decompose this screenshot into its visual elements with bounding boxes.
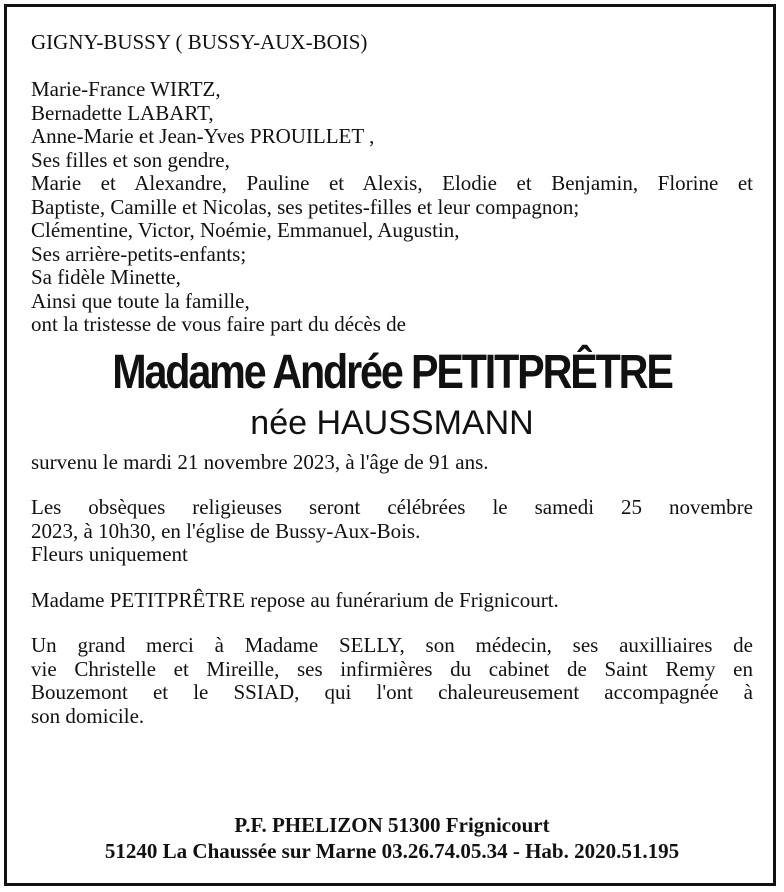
death-date-text: survenu le mardi 21 novembre 2023, à l'âge de 91 ans. [31, 449, 489, 474]
location-heading: GIGNY-BUSSY ( BUSSY-AUX-BOIS) [31, 30, 368, 54]
family-line: Ainsi que toute la famille, [31, 288, 250, 313]
maiden-name: née HAUSSMANN [250, 403, 534, 442]
funeral-director-footer [10, 812, 774, 864]
family-line: Baptiste, Camille et Nicolas, ses petites-filles et leur compagnon; [31, 194, 580, 219]
family-line: ont la tristesse de vous faire part du décès de [31, 312, 406, 336]
obituary-notice [31, 31, 753, 728]
family-line: Marie et Alexandre, Pauline et Alexis, Elodie et Benjamin, Florine et [31, 171, 753, 195]
thanks-line: Un grand merci à Madame SELLY, son médecin, ses auxilliaires de [31, 633, 753, 657]
funeral-director-contact: 51240 La Chaussée sur Marne 03.26.74.05.34 - Hab. 2020.51.195 [104, 839, 680, 863]
spacer [31, 612, 753, 634]
thanks-line: vie Christelle et Mireille, ses infirmières du cabinet de Saint Remy en [31, 656, 753, 681]
thanks-line: son domicile. [31, 703, 145, 728]
family-line: Clémentine, Victor, Noémie, Emmanuel, Augustin, [31, 218, 460, 242]
funeral-text-line: Les obsèques religieuses seront célébrées le samedi 25 novembre [31, 495, 753, 519]
spacer [31, 474, 753, 496]
flowers-note: Fleurs uniquement [31, 542, 188, 566]
family-line: Bernadette LABART, [31, 100, 214, 125]
family-line: Sa fidèle Minette, [31, 265, 181, 289]
family-line: Ses filles et son gendre, [31, 147, 230, 172]
funeral-text-line: 2023, à 10h30, en l'église de Bussy-Aux-Bois. [31, 518, 421, 543]
spacer [31, 567, 753, 589]
deceased-name: Madame Andrée PETITPRÊTRE [112, 345, 672, 399]
thanks-paragraph [31, 634, 753, 728]
funeral-director-name: P.F. PHELIZON 51300 Frignicourt [234, 813, 550, 837]
spacer [31, 55, 753, 79]
thanks-line: Bouzemont et le SSIAD, qui l'ont chaleureusement accompagnée à [31, 680, 753, 704]
family-line: Ses arrière-petits-enfants; [31, 241, 247, 266]
funeral-home-text: Madame PETITPRÊTRE repose au funérarium de Frignicourt. [31, 587, 559, 612]
family-list [31, 78, 753, 337]
family-line: Marie-France WIRTZ, [31, 77, 221, 101]
family-line: Anne-Marie et Jean-Yves PROUILLET , [31, 124, 375, 148]
